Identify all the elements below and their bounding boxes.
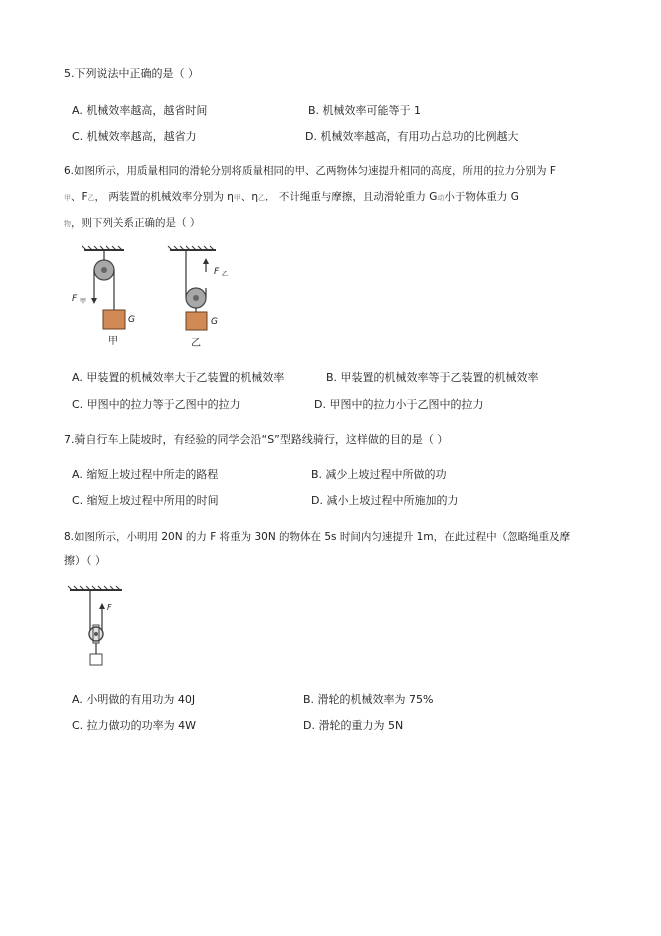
q6-text-end: ，则下列关系正确的是（ ） <box>71 217 201 229</box>
q7-option-c[interactable]: C. 缩短上坡过程中所用的时间 <box>72 494 219 507</box>
ceiling-left <box>82 246 124 250</box>
q6-stem-line3 <box>64 215 200 232</box>
q6-sub-yi2: 乙 <box>258 194 266 202</box>
q6-option-c[interactable]: C. 甲图中的拉力等于乙图中的拉力 <box>72 398 241 411</box>
q8-stem-line2: 擦）（ ） <box>64 554 106 567</box>
q5-option-a[interactable]: A. 机械效率越高，越省时间 <box>72 104 208 117</box>
block-yi <box>186 312 207 330</box>
q8-option-c[interactable]: C. 拉力做功的功率为 4W <box>72 719 197 732</box>
q6-stem-line1: 6.如图所示，用质量相同的滑轮分别将质量相同的甲、乙两物体匀速提升相同的高度，所用的拉力分别为 F <box>64 165 556 177</box>
q6-sep1: 、F <box>71 191 88 203</box>
ceiling-q8 <box>68 586 122 590</box>
q5-stem: 5.下列说法中正确的是（ ） <box>64 67 199 80</box>
q8-pulley-figure <box>0 582 661 672</box>
q6-stem-line2 <box>64 189 519 206</box>
q6-sub-jia2: 甲 <box>233 194 241 202</box>
q5-option-c[interactable]: C. 机械效率越高，越省力 <box>72 130 197 143</box>
q6-pulley-figure <box>0 240 661 360</box>
force-label-left: F <box>72 294 78 304</box>
force-label-right: F <box>214 267 220 277</box>
q8-stem-line1: 8.如图所示，小明用 20N 的力 F 将重为 30N 的物体在 5s 时间内匀速提升 1m，在此过程中（忽略绳重及摩 <box>64 531 571 543</box>
q6-sub-yi: 乙 <box>87 194 95 202</box>
q6-text-b: ． 不计绳重与摩擦，且动滑轮重力 G <box>265 191 438 203</box>
q8-option-a[interactable]: A. 小明做的有用功为 40J <box>72 693 196 706</box>
block-jia <box>103 310 125 329</box>
q6-sub-dong: 动 <box>437 194 445 202</box>
force-sub-left: 甲 <box>80 298 87 305</box>
q7-option-a[interactable]: A. 缩短上坡过程中所走的路程 <box>72 468 219 481</box>
q6-option-a[interactable]: A. 甲装置的机械效率大于乙装置的机械效率 <box>72 371 285 384</box>
block-q8 <box>90 654 102 665</box>
q6-sep2: 、η <box>240 191 259 203</box>
q6-text-c: 小于物体重力 G <box>444 191 519 203</box>
force-label-q8: F <box>107 603 112 612</box>
q7-option-d[interactable]: D. 减小上坡过程中所施加的力 <box>311 494 459 507</box>
caption-yi: 乙 <box>191 338 201 349</box>
q5-option-d[interactable]: D. 机械效率越高，有用功占总功的比例越大 <box>305 130 519 143</box>
q8-option-d[interactable]: D. 滑轮的重力为 5N <box>303 719 404 732</box>
q6-text-a: ， 两装置的机械效率分别为 η <box>94 191 234 203</box>
q7-stem: 7.骑自行车上陡坡时，有经验的同学会沿“S”型路线骑行，这样做的目的是（ ） <box>64 433 449 446</box>
q5-option-b[interactable]: B. 机械效率可能等于 1 <box>308 104 422 117</box>
caption-jia: 甲 <box>108 336 118 347</box>
ceiling-right <box>168 246 216 250</box>
weight-label-left: G <box>128 315 135 325</box>
weight-label-right: G <box>211 317 218 327</box>
q6-option-d[interactable]: D. 甲图中的拉力小于乙图中的拉力 <box>314 398 484 411</box>
q6-sub-jia: 甲 <box>64 194 71 202</box>
force-sub-right: 乙 <box>222 271 229 278</box>
q7-option-b[interactable]: B. 减少上坡过程中所做的功 <box>311 468 447 481</box>
q8-option-b[interactable]: B. 滑轮的机械效率为 75% <box>303 693 434 706</box>
q6-option-b[interactable]: B. 甲装置的机械效率等于乙装置的机械效率 <box>326 371 539 384</box>
q6-sub-wu: 物 <box>64 220 71 228</box>
